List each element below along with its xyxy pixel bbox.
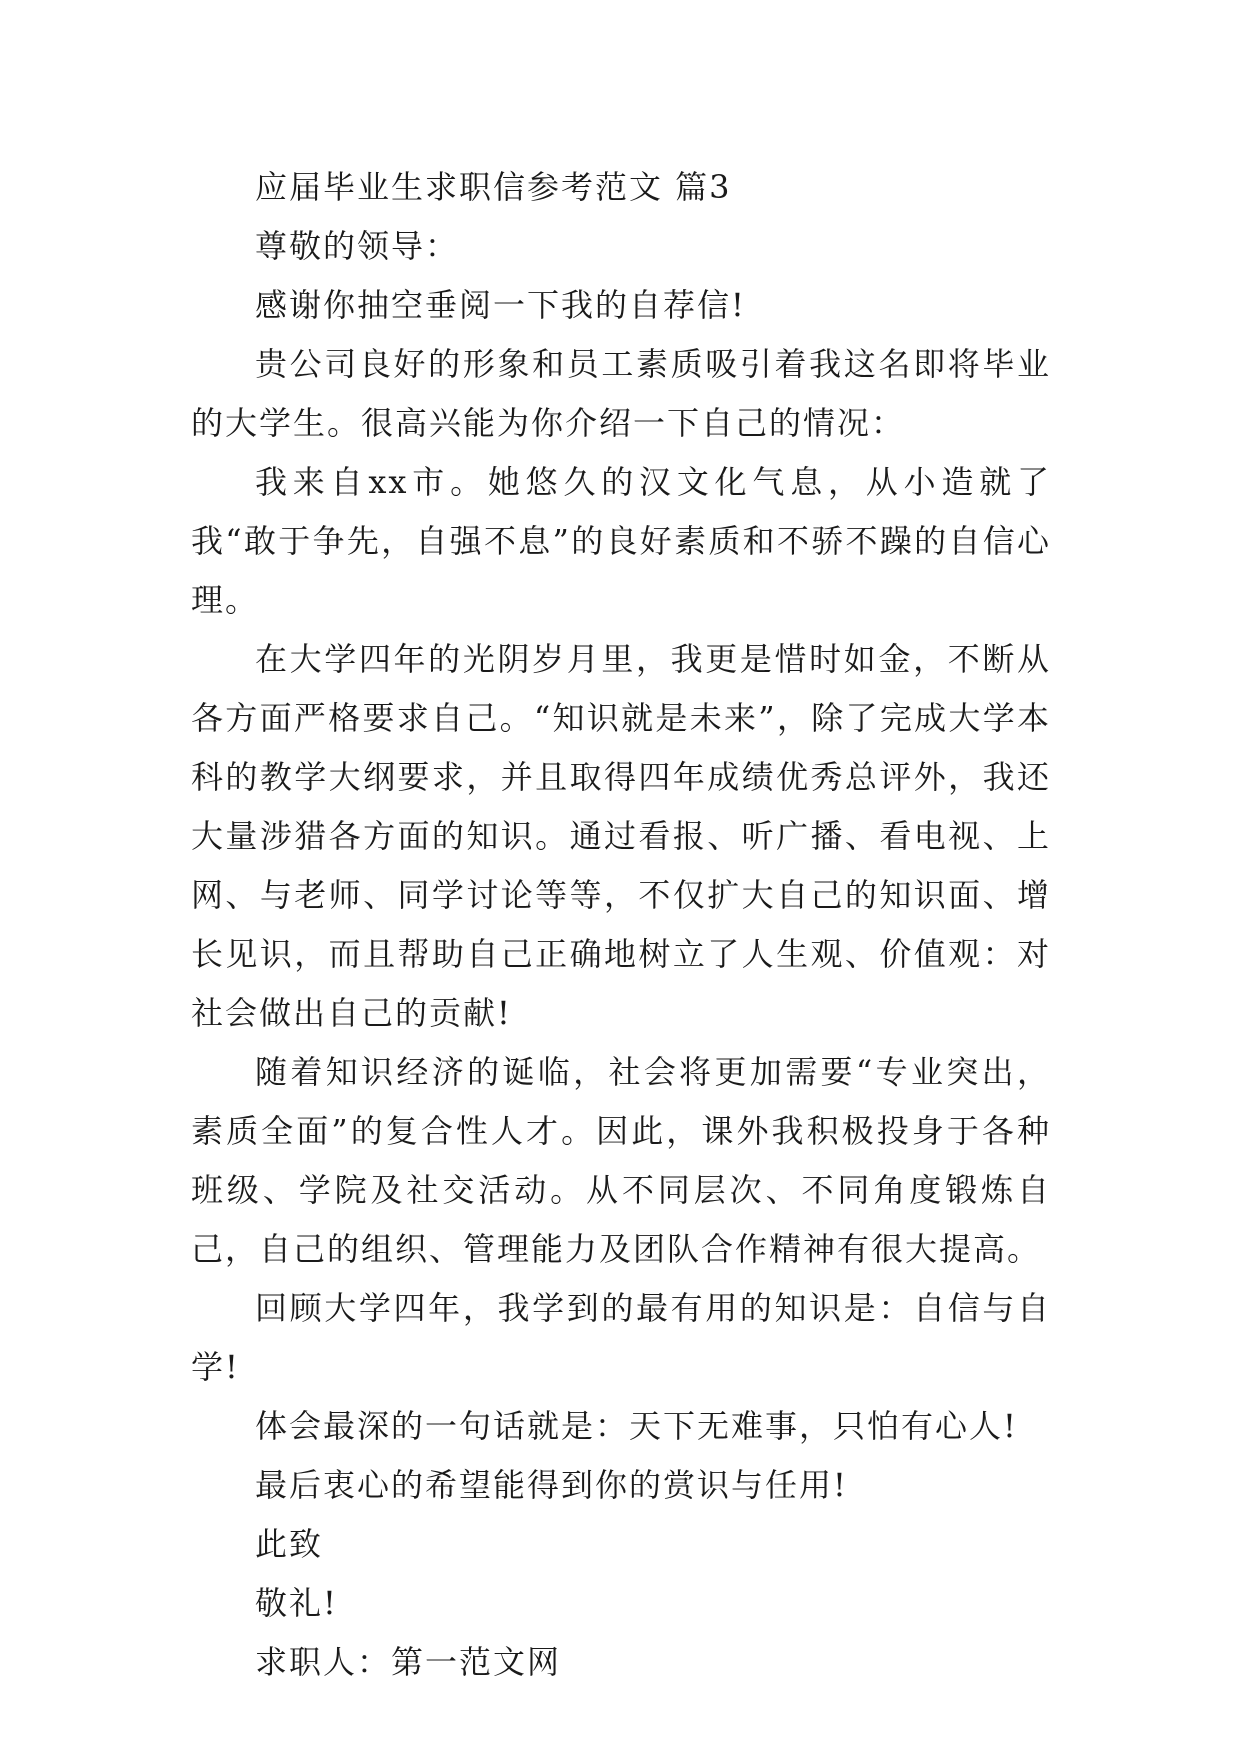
paragraph: 回顾大学四年，我学到的最有用的知识是：自信与自学!	[191, 1289, 1051, 1386]
paragraph: 随着知识经济的诞临，社会将更加需要“专业突出，素质全面”的复合性人才。因此，课外我积极投身于各种班级、学院及社交活动。从不同层次、不同角度锻炼自己，自己的组织、管理能力及团队合作精神有很大提高。	[191, 1053, 1051, 1268]
salutation: 尊敬的领导：	[255, 227, 460, 265]
paragraph: 我来自xx市。她悠久的汉文化气息，从小造就了我“敢于争先，自强不息”的良好素质和不骄不躁的自信心理。	[191, 463, 1051, 619]
paragraph: 体会最深的一句话就是：天下无难事，只怕有心人!	[255, 1407, 1018, 1445]
paragraph: 在大学四年的光阴岁月里，我更是惜时如金，不断从各方面严格要求自己。“知识就是未来”，除了完成大学本科的教学大纲要求，并且取得四年成绩优秀总评外，我还大量涉猎各方面的知识。通过看报、听广播、看电视、上网、与老师、同学讨论等等，不仅扩大自己的知识面、增长见识，而且帮助自己正确地树立了人生观、价值观：对社会做出自己的贡献!	[191, 640, 1051, 1032]
closing: 敬礼!	[255, 1584, 338, 1622]
document-title: 应届毕业生求职信参考范文 篇3	[255, 168, 732, 206]
document-body	[191, 158, 1051, 1692]
paragraph: 贵公司良好的形象和员工素质吸引着我这名即将毕业的大学生。很高兴能为你介绍一下自己的情况：	[191, 345, 1051, 442]
paragraph: 感谢你抽空垂阅一下我的自荐信!	[255, 286, 746, 324]
paragraph: 最后衷心的希望能得到你的赏识与任用!	[255, 1466, 848, 1504]
signature: 求职人：第一范文网	[255, 1643, 562, 1681]
closing: 此致	[255, 1525, 324, 1563]
